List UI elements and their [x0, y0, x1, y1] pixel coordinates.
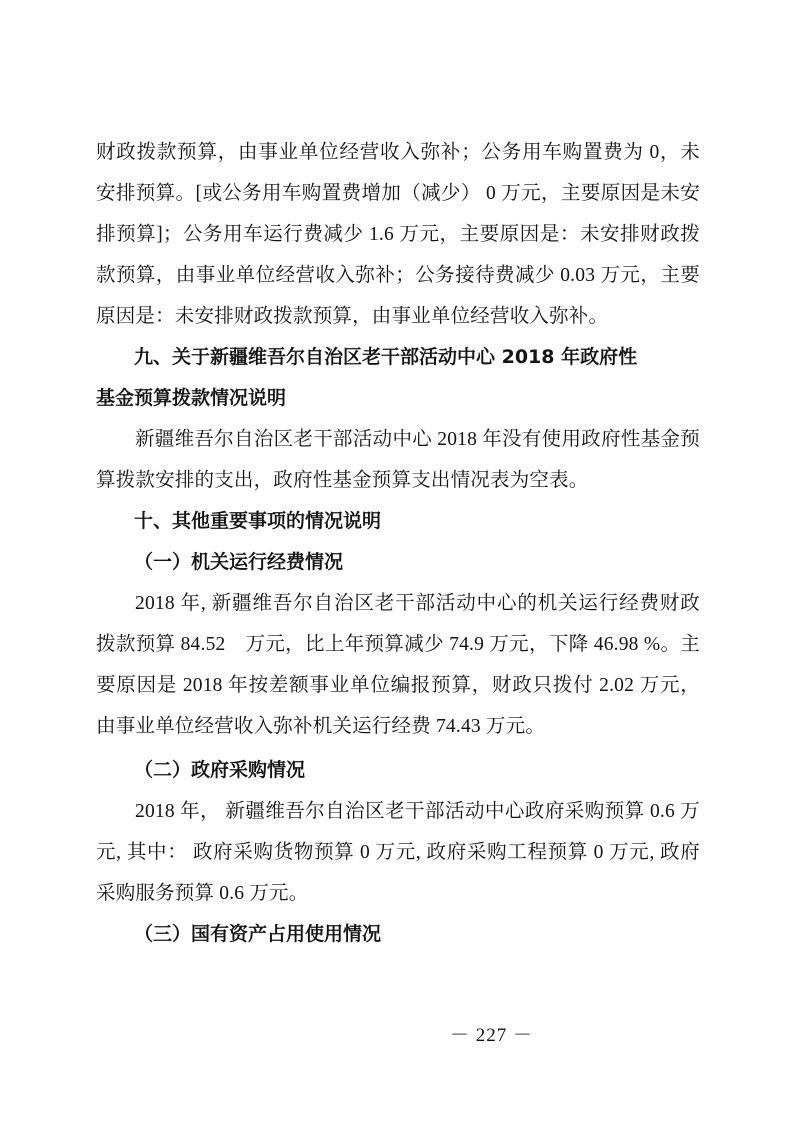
page-number: － 227 －	[449, 1025, 533, 1046]
subsection-heading-two: （二）政府采购情况	[134, 759, 306, 781]
paragraph-government-fund: 新疆维吾尔自治区老干部活动中心 2018 年没有使用政府性基金预算拨款安排的支出，政府性基金预算支出情况表为空表。	[96, 429, 700, 491]
paragraph-procurement: 2018 年， 新疆维吾尔自治区老干部活动中心政府采购预算 0.6 万元, 其中： 政府采购货物预算 0 万元, 政府采购工程预算 0 万元, 政府采购服务预算 0.6 万元。	[96, 801, 700, 904]
paragraph-operating-expenses: 2018 年, 新疆维吾尔自治区老干部活动中心的机关运行经费财政拨款预算 84.52 万元，比上年预算减少 74.9 万元，下降 46.98 %。主要原因是 2018 年按差额事业单位编报预算，财政只拨付 2.02 万元，由事业单位经营收入弥补机关运行经费 74.43 万元。	[96, 593, 700, 737]
section-heading-ten: 十、其他重要事项的情况说明	[134, 510, 382, 532]
section-heading-nine: 九、关于新疆维吾尔自治区老干部活动中心 2018 年政府性	[134, 346, 638, 368]
page-footer	[0, 1020, 793, 1047]
subsection-heading-one: （一）机关运行经费情况	[134, 551, 344, 573]
page-content	[96, 132, 700, 955]
subsection-heading-three: （三）国有资产占用使用情况	[134, 923, 382, 945]
paragraph-continued: 财政拨款预算，由事业单位经营收入弥补；公务用车购置费为 0，未安排预算。[或公务用车购置费增加（减少） 0 万元，主要原因是未安排预算]；公务用车运行费减少 1.6 万元，主要原因是：未安排财政拨款预算，由事业单位经营收入弥补；公务接待费减少 0.03 万元，主要原因是：未安排财政拨款预算，由事业单位经营收入弥补。	[96, 142, 700, 327]
section-heading-nine-continued: 基金预算拨款情况说明	[96, 387, 287, 409]
